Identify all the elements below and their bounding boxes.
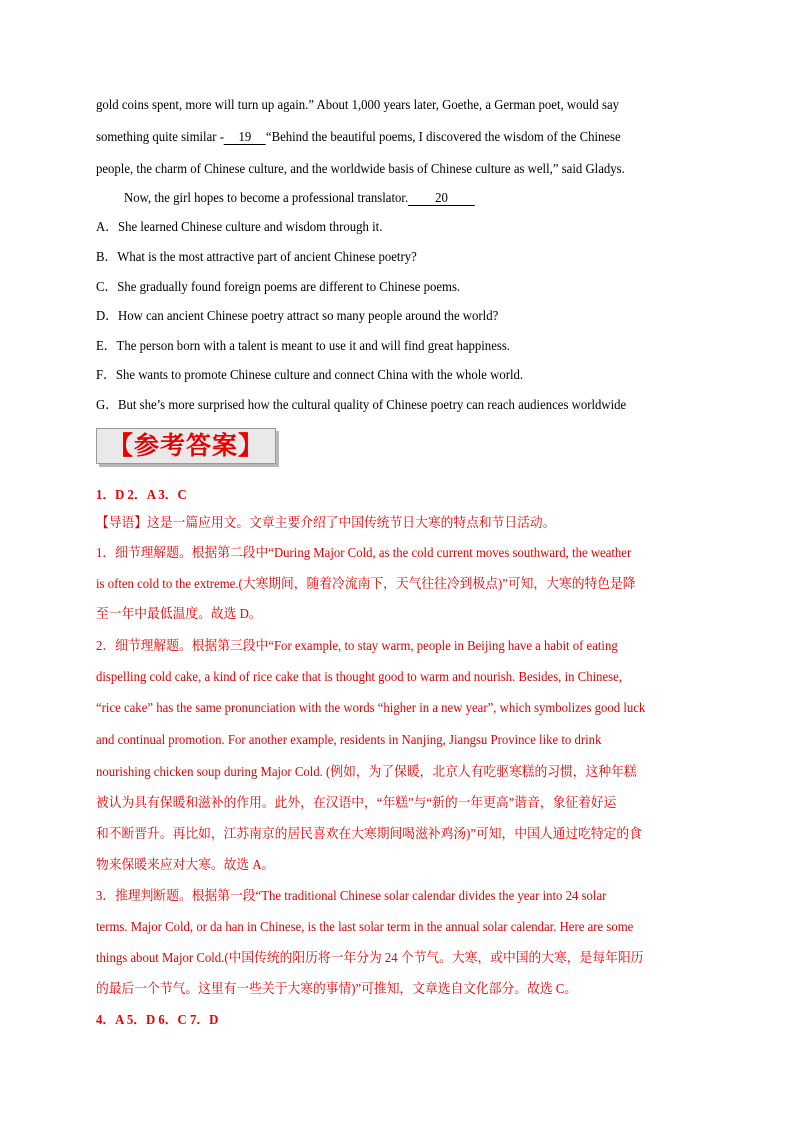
blank-20: 20 [408, 190, 475, 206]
q3-line-3: things about Major Cold.(中国传统的阳历将一年分为 24 个节气。大寒，或中国的大寒，是每年阳历 [96, 950, 644, 965]
answer-banner [96, 428, 276, 464]
blank-19: 19 [224, 129, 266, 145]
answer-key-4-7: 4．A 5．D 6．C 7．D [96, 1012, 219, 1027]
q3-line-1: 3．推理判断题。根据第一段“The traditional Chinese solar calendar divides the year into 24 solar [96, 888, 607, 903]
q2-line-6: 被认为具有保暖和滋补的作用。此外，在汉语中，“年糕”与“新的一年更高”谐音，象征着好运 [96, 795, 617, 810]
passage-line-2-text: something quite similar - [96, 129, 224, 144]
q2-line-4: and continual promotion. For another example, residents in Nanjing, Jiangsu Province like to drink [96, 732, 602, 747]
q3-line-4: 的最后一个节气。这里有一些关于大寒的事情)”可推知，文章选自文化部分。故选 C。 [96, 981, 578, 996]
option-c: C．She gradually found foreign poems are different to Chinese poems. [96, 279, 461, 294]
q2-line-8: 物来保暖来应对大寒。故选 A。 [96, 857, 275, 872]
passage-line-2 [96, 128, 706, 146]
answer-guide: 【导语】这是一篇应用文。文章主要介绍了中国传统节日大寒的特点和节日活动。 [96, 515, 556, 530]
answer-key-1-3: 1．D 2．A 3．C [96, 487, 187, 502]
answer-heading: 【参考答案】 [107, 431, 264, 460]
option-a: A．She learned Chinese culture and wisdom through it. [96, 219, 383, 234]
passage-line-4-text: Now, the girl hopes to become a professional translator. [124, 190, 409, 205]
passage-line-3: people, the charm of Chinese culture, and the worldwide basis of Chinese culture as well,” said Gladys. [96, 161, 625, 176]
passage-line-1: gold coins spent, more will turn up again.” About 1,000 years later, Goethe, a German poet, would say [96, 97, 619, 112]
option-g: G．But she’s more surprised how the cultural quality of Chinese poetry can reach audiences worldwide [96, 397, 627, 412]
option-e: E．The person born with a talent is meant to use it and will find great happiness. [96, 338, 510, 353]
passage-line-2-quote: “Behind the beautiful poems, I discovered the wisdom of the Chinese [265, 129, 621, 144]
q2-line-5: nourishing chicken soup during Major Cold. (例如，为了保暖，北京人有吃驱寒糕的习惯，这种年糕 [96, 764, 637, 779]
q1-line-1: 1．细节理解题。根据第二段中“During Major Cold, as the cold current moves southward, the weather [96, 545, 632, 560]
q2-line-7: 和不断晋升。再比如，江苏南京的居民喜欢在大寒期间喝滋补鸡汤)”可知，中国人通过吃特定的食 [96, 826, 642, 841]
option-d: D．How can ancient Chinese poetry attract so many people around the world? [96, 308, 499, 323]
q1-line-3: 至一年中最低温度。故选 D。 [96, 606, 262, 621]
option-f: F．She wants to promote Chinese culture and connect China with the whole world. [96, 367, 524, 382]
q2-line-2: dispelling cold cake, a kind of rice cake that is thought good to warm and nourish. Besides, in Chinese, [96, 669, 622, 684]
q2-line-1: 2．细节理解题。根据第三段中“For example, to stay warm, people in Beijing have a habit of eating [96, 638, 618, 653]
option-b: B．What is the most attractive part of ancient Chinese poetry? [96, 249, 417, 264]
passage-line-4 [124, 189, 734, 207]
q1-line-2: is often cold to the extreme.(大寒期间，随着冷流南下，天气往往冷到极点)”可知，大寒的特色是降 [96, 576, 636, 591]
q3-line-2: terms. Major Cold, or da han in Chinese, is the last solar term in the annual solar calendar. Here are some [96, 919, 634, 934]
q2-line-3: “rice cake” has the same pronunciation with the words “higher in a new year”, which symbolizes good luck [96, 700, 646, 715]
